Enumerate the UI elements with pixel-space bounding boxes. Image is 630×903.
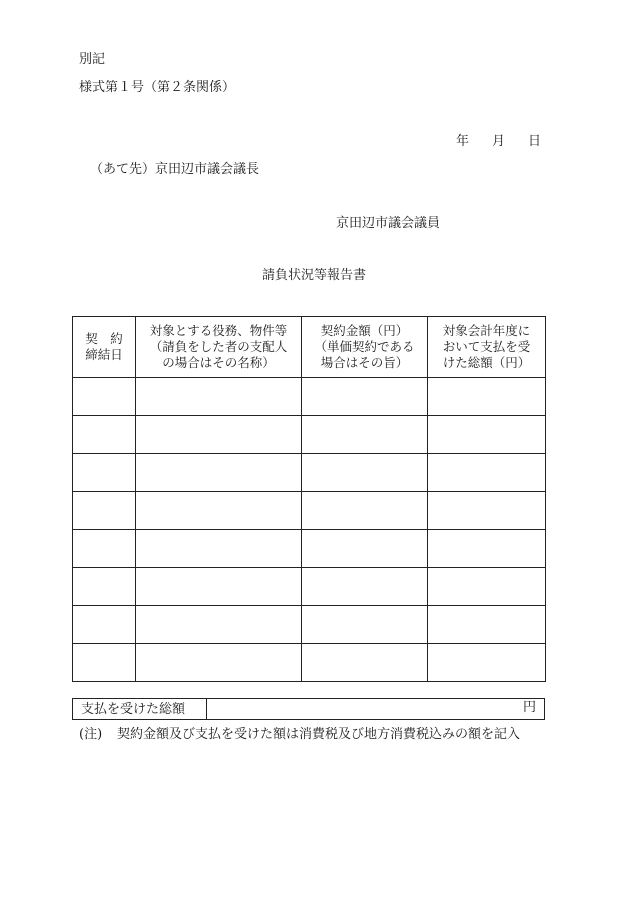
footnote-text: 契約金額及び支払を受けた額は消費税及び地方消費税込みの額を記入 xyxy=(117,727,521,742)
cell-contract-amount[interactable] xyxy=(302,378,428,416)
cell-service-item[interactable] xyxy=(136,644,302,682)
cell-service-item[interactable] xyxy=(136,530,302,568)
table-row xyxy=(73,492,546,530)
date-day-label: 日 xyxy=(528,134,542,149)
header-service-item: 対象とする役務、物件等 （請負をした者の支配人 の場合はその名称） xyxy=(136,317,302,378)
table-row xyxy=(73,606,546,644)
cell-service-item[interactable] xyxy=(136,568,302,606)
cell-contract-amount[interactable] xyxy=(302,644,428,682)
cell-service-item[interactable] xyxy=(136,492,302,530)
cell-total-received[interactable] xyxy=(428,416,546,454)
footnote xyxy=(79,727,520,743)
cell-contract-date[interactable] xyxy=(73,606,136,644)
total-received-box xyxy=(72,698,545,720)
cell-contract-date[interactable] xyxy=(73,568,136,606)
header-contract-amount: 契約金額（円） （単価契約である 場合はその旨） xyxy=(302,317,428,378)
cell-total-received[interactable] xyxy=(428,568,546,606)
cell-contract-amount[interactable] xyxy=(302,568,428,606)
cell-service-item[interactable] xyxy=(136,454,302,492)
sender-name: 京田辺市議会議員 xyxy=(336,216,441,231)
cell-contract-amount[interactable] xyxy=(302,606,428,644)
cell-contract-amount[interactable] xyxy=(302,492,428,530)
cell-service-item[interactable] xyxy=(136,606,302,644)
cell-total-received[interactable] xyxy=(428,454,546,492)
cell-contract-date[interactable] xyxy=(73,644,136,682)
header-contract-date: 契 約 締結日 xyxy=(73,317,136,378)
document-title: 請負状況等報告書 xyxy=(262,268,367,283)
date-line xyxy=(456,134,541,150)
cell-total-received[interactable] xyxy=(428,492,546,530)
table-row xyxy=(73,378,546,416)
cell-service-item[interactable] xyxy=(136,378,302,416)
header-total-received: 対象会計年度に おいて支払を受 けた総額（円） xyxy=(428,317,546,378)
cell-total-received[interactable] xyxy=(428,530,546,568)
total-received-unit: 円 xyxy=(522,700,536,715)
cell-contract-amount[interactable] xyxy=(302,454,428,492)
form-number: 様式第１号（第２条関係） xyxy=(79,80,236,95)
cell-contract-date[interactable] xyxy=(73,492,136,530)
table-row xyxy=(73,454,546,492)
contract-table xyxy=(72,316,546,682)
cell-total-received[interactable] xyxy=(428,606,546,644)
date-month-label: 月 xyxy=(492,134,506,149)
cell-contract-amount[interactable] xyxy=(302,416,428,454)
table-row xyxy=(73,644,546,682)
cell-contract-date[interactable] xyxy=(73,416,136,454)
table-header-row xyxy=(73,317,546,378)
cell-contract-date[interactable] xyxy=(73,378,136,416)
total-received-field[interactable] xyxy=(207,699,544,719)
addressee: （あて先）京田辺市議会議長 xyxy=(90,162,260,177)
appendix-label: 別記 xyxy=(79,52,106,67)
table-row xyxy=(73,530,546,568)
table-row xyxy=(73,416,546,454)
cell-contract-date[interactable] xyxy=(73,530,136,568)
cell-total-received[interactable] xyxy=(428,644,546,682)
table-row xyxy=(73,568,546,606)
cell-contract-date[interactable] xyxy=(73,454,136,492)
cell-contract-amount[interactable] xyxy=(302,530,428,568)
cell-service-item[interactable] xyxy=(136,416,302,454)
cell-total-received[interactable] xyxy=(428,378,546,416)
date-year-label: 年 xyxy=(456,134,470,149)
total-received-label: 支払を受けた総額 xyxy=(73,699,207,719)
footnote-label: (注) xyxy=(79,727,103,742)
